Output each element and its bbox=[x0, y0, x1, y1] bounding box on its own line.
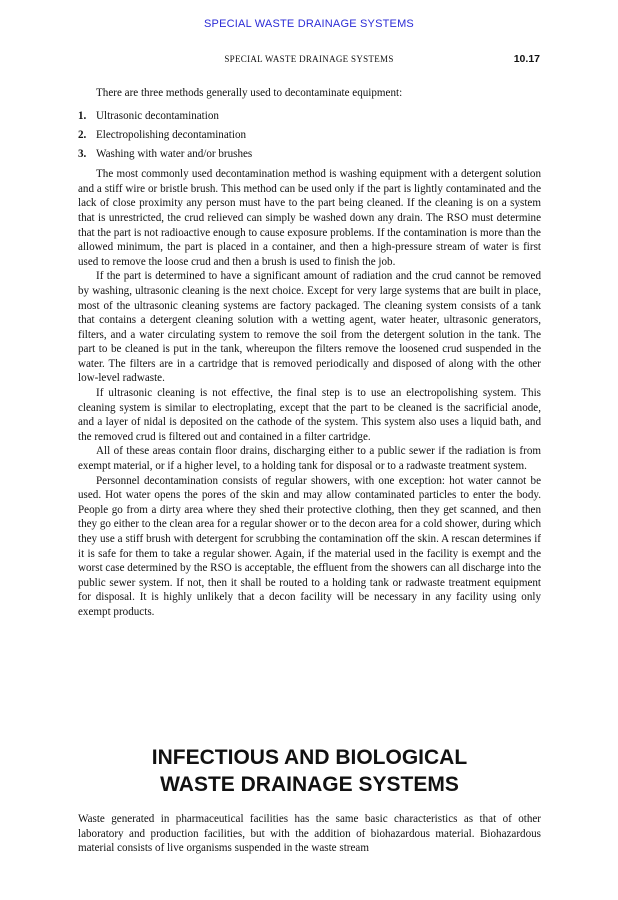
list-number: 3. bbox=[78, 147, 87, 160]
section-heading-line: INFECTIOUS AND BIOLOGICAL bbox=[151, 746, 468, 769]
page-header bbox=[78, 54, 540, 68]
section-body bbox=[78, 812, 541, 856]
running-head-link[interactable]: SPECIAL WASTE DRAINAGE SYSTEMS bbox=[204, 18, 414, 30]
list-number: 2. bbox=[78, 128, 87, 141]
list-item bbox=[78, 147, 541, 162]
section-heading bbox=[78, 744, 541, 798]
list-number: 1. bbox=[78, 109, 87, 122]
list-item bbox=[78, 109, 541, 124]
list-label: Ultrasonic decontamination bbox=[96, 109, 219, 122]
paragraph-electropolishing: If ultrasonic cleaning is not effective, the final step is to use an electropolishing system. This cleaning system is similar to electroplating, except that the part to be cleaned is the sacrificial anode, and a layer of nidal is deposited on the cathode of the system. This system also uses a liquid bath, and the removed crud is filtered out and contained in a filter cartridge. bbox=[78, 387, 541, 443]
paragraph-personnel: Personnel decontamination consists of regular showers, with one exception: hot water cannot be used. Hot water opens the pores of the skin and may allow contaminated particles to enter the body. People go from a dirty area where they shed their protective clothing, then they get scanned, and then they go either to the clean area for a regular shower or to the decon area for a cold shower, during which they use a stiff brush with detergent for scrubbing the contamination off the skin. A rescan determines if it is safe for them to take a regular shower. Again, if the material used in the facility is exempt and the worst case determined by the RSO is acceptable, the effluent from the showers can all discharge into the public sewer system. If not, then it shall be routed to a holding tank or radwaste treatment equipment for disposal. It is highly unlikely that a decon facility will be necessary in any facility using only exempt products. bbox=[78, 474, 541, 618]
methods-list bbox=[78, 109, 541, 162]
list-item bbox=[78, 128, 541, 143]
section-heading-line: WASTE DRAINAGE SYSTEMS bbox=[160, 773, 459, 796]
header-title: SPECIAL WASTE DRAINAGE SYSTEMS bbox=[224, 54, 394, 64]
section-intro-paragraph: Waste generated in pharmaceutical facilities has the same basic characteristics as that of other laboratory and production facilities, but with the addition of biohazardous material. Biohazardous material consists of live organisms suspended in the waste stream bbox=[78, 813, 541, 855]
list-label: Electropolishing decontamination bbox=[96, 128, 247, 141]
list-label: Washing with water and/or brushes bbox=[96, 147, 253, 160]
intro-sentence: There are three methods generally used to decontaminate equipment: bbox=[96, 87, 403, 99]
paragraph-washing: The most commonly used decontamination method is washing equipment with a detergent solution and a stiff wire or bristle brush. This method can be used only if the part is lightly contaminated and the lack of close proximity any person must have to the part being cleaned. If the cleaning is on a system that is unrestricted, the crud relieved can simply be washed down any drain. The RSO must determine that the part is not radioactive enough to cause exposure problems. If the contamination is more than the allowed minimum, the part is placed in a container, and then a high-pressure stream of water is first used to remove the loose crud and then a brush is used to finish the job. bbox=[78, 168, 541, 268]
body-text bbox=[78, 86, 541, 620]
page-number: 10.17 bbox=[513, 53, 540, 65]
paragraph-floor-drains: All of these areas contain floor drains, discharging either to a public sewer if the radiation is from exempt material, or if a higher level, to a holding tank for disposal or to a radwaste treatment system. bbox=[78, 445, 541, 473]
paragraph-ultrasonic: If the part is determined to have a significant amount of radiation and the crud cannot be removed by washing, ultrasonic cleaning is the next choice. Except for very large systems that are built in place, most of the ultrasonic cleaning systems are factory packaged. The cleaning system consists of a tank that contains a detergent cleaning solution with a wetting agent, water heater, ultrasonic generators, filters, and a water circulating system to remove the soil from the detergent solution in the tank. The part to be cleaned is put in the tank, whereupon the filters remove the loosened crud suspended in the water. The filters are in a cartridge that is removed periodically and disposed of along with the other low-level radwaste. bbox=[78, 270, 541, 385]
